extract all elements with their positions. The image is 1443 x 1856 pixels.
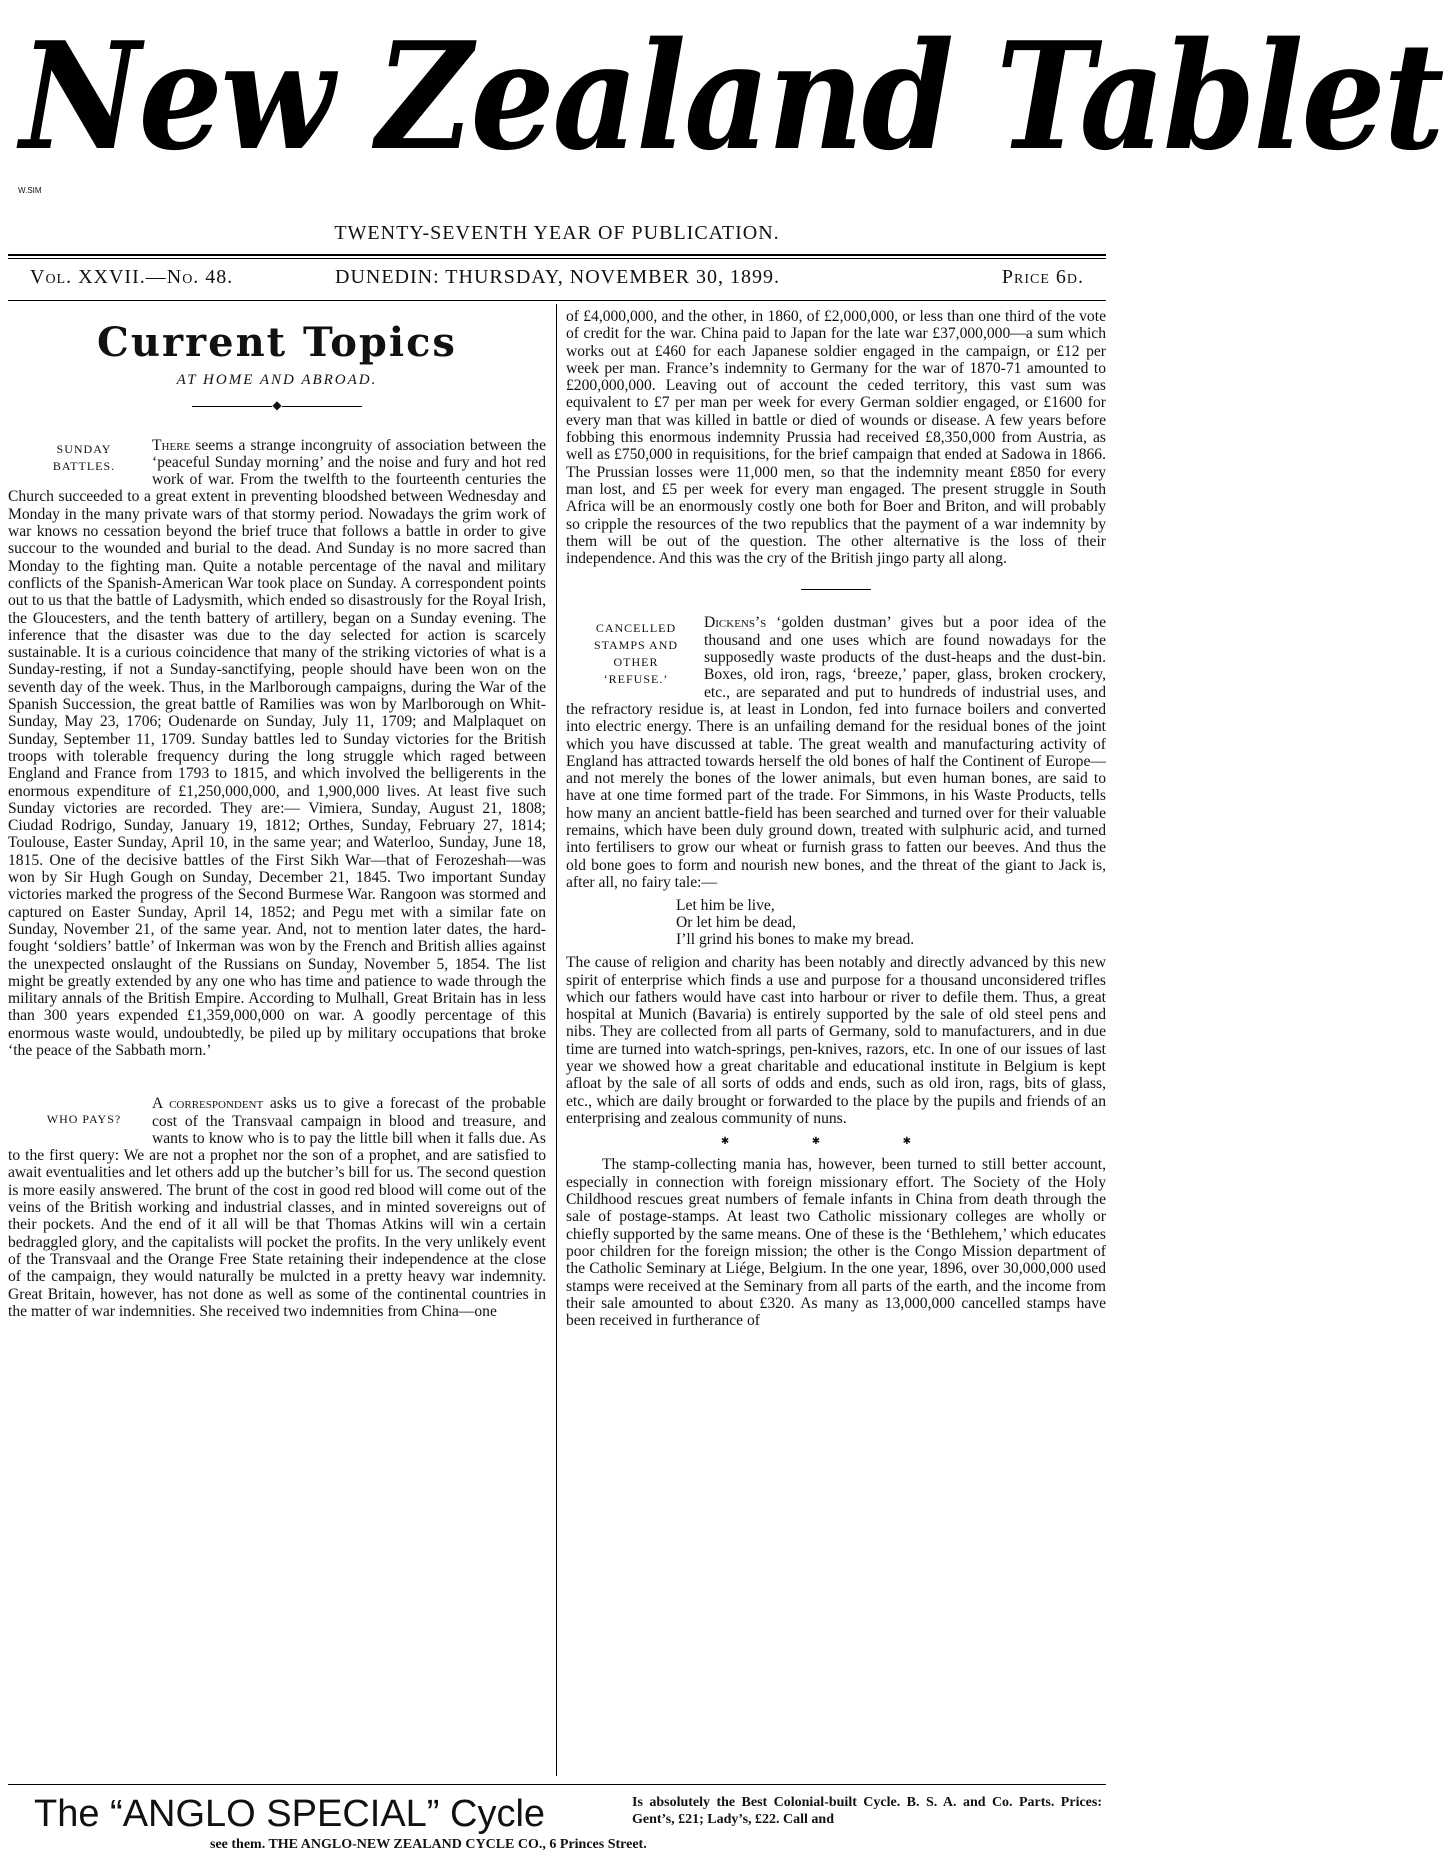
ad-text: see them. THE ANGLO-NEW ZEALAND CYCLE CO., 6 Princes Street.: [210, 1837, 647, 1852]
article-paragraph: The stamp-collecting mania has, however, been turned to still better account, especially in connection with foreign missionary effort. The Society of the Holy Childhood rescues great numbers of female infants in China from death through the sale of postage-stamps. At least two Catholic missionary colleges are wholly or chiefly supported by the same means. One of these is the ‘Bethlehem,’ which educates poor children for the foreign mission; the other is the Congo Mission department of the Catholic Seminary at Liége, Belgium. In the one year, 1896, over 30,000,000 used stamps were received at the Seminary from all parts of the earth, and the income from their sale amounted to about £320. As many as 13,000,000 cancelled stamps have been received in furtherance of: [566, 1156, 1106, 1330]
engraver-mark: W.SIM: [18, 186, 42, 195]
issue-line: [30, 266, 1084, 296]
rule: [8, 254, 1106, 256]
article-who-pays: [8, 1095, 546, 1320]
ad-text: Is absolutely the Best Colonial-built Cycle. B. S. A. and Co. Parts. Prices: Gent’s, £21; Lady’s, £22. Call and: [632, 1795, 1102, 1827]
ornament-diamond: ◆: [272, 398, 282, 413]
verse: [676, 897, 1106, 948]
lead-word: Dickens’s: [704, 614, 767, 632]
article-cancelled-stamps: [566, 614, 1106, 1329]
section-title: Current Topics: [97, 319, 457, 366]
article-sunday-battles: [8, 437, 546, 1060]
masthead: [0, 0, 1443, 205]
right-column: [566, 308, 1106, 1770]
article-continuation: of £4,000,000, and the other, in 1860, of £2,000,000, or less than one third of the vote of credit for the war. China paid to Japan for the late war £37,000,000—a sum which works out at £460 for each Japanese soldier engaged in the campaign, or £12 per week per man. France’s indemnity to Germany for the war of 1870-71 amounted to £200,000,000. Leaving out of account the ceded territory, this vast sum was equivalent to £7 per man per week for every German soldier engaged, or £1600 for every man that was killed in battle or died of wounds or disease. A few years before fobbing this enormous indemnity Prussia had received £8,350,000 from Austria, as well as £750,000 in requisitions, for the brief campaign that ended at Sadowa in 1866. The Prussian losses were 11,000 men, so that the indemnity meant £850 for every man lost, and £5 per week for every man engaged. The present struggle in South Africa will be an enormously costly one both for Boer and Briton, and will probably so cripple the resources of the two republics that the payment of a war indemnity by them will be out of the question. The other alternative is the loss of their independence. And this was the cry of the British jingo party all along.: [566, 308, 1106, 568]
lead-word: A correspondent: [152, 1095, 264, 1113]
masthead-subtitle: TWENTY-SEVENTH YEAR OF PUBLICATION.: [334, 222, 780, 244]
ad-brand: The “ANGLO SPECIAL” Cycle: [34, 1793, 546, 1835]
verse-line: I’ll grind his bones to make my bread.: [676, 931, 915, 949]
advertisement: [20, 1788, 1102, 1854]
article-text: seems a strange incongruity of association between the ‘peaceful Sunday morning’ and the noise and fury and hot red work of war. From the twelfth to the fourteenth centuries the Church succeeded to a great extent in preventing bloodshed between Wednesday and Monday in the many private wars of that stormy period. Nowadays the grim work of war knows no cessation beyond the brief truce that follows a battle in order to give succour to the wounded and burial to the dead. And Sunday is no more sacred than Monday to the fighting man. Quite a notable percentage of the naval and military conflicts of the Spanish-American War took place on Sunday. A correspondent points out to us that the battle of Ladysmith, which ended so disastrously for the Royal Irish, the Gloucesters, and the tenth battery of artillery, began on a Sunday evening. The inference that the disaster was due to the day selected for action is scarcely sustainable. It is a curious coincidence that many of the striking victories of what is a Sunday-resting, if not a Sunday-sanctifying, people should have been won on the seventh day of the week. Thus, in the Marlborough campaigns, during the War of the Spanish Succession, the great battle of Ramilies was won by Marlborough on Whit-Sunday, May 23, 1706; Oudenarde on Sunday, July 11, 1709; and Malplaquet on Sunday, September 11, 1709. Sunday battles led to Sunday victories for the British troops with tolerable frequency during the long struggle which raged between England and France from 1793 to 1815, and which involved the belligerents in the enormous expenditure of £1,250,000,000, and 1,900,000 lives. At least five such Sunday victories are recorded. They are:— Vimiera, Sunday, August 21, 1808; Ciudad Rodrigo, Sunday, January 19, 1812; Orthes, Sunday, February 27, 1814; Toulouse, Easter Sunday, April 10, in the same year; and Waterloo, Sunday, June 18, 1815. One of the decisive battles of the First Sikh War—that of Ferozeshah—was won by Sir Hugh Gough on Sunday, December 21, 1845. Two important Sunday victories marked the progress of the Second Burmese War. Rangoon was stormed and captured on Easter Sunday, April 14, 1852; and Pegu met with a similar fate on Sunday, November 21, of the same year. And, not to mention later dates, the hard-fought ‘soldiers’ battle’ of Inkerman was won by the French and British allies against the unexpected onslaught of the Russians on Sunday, November 5, 1854. The list might be greatly extended by any one who has time and patience to wade through the military annals of the British Empire. According to Mulhall, Great Britain has in less than 300 years expended £1,359,000,000 on war. A goodly percentage of this enormous waste would, undoubtedly, be piled up by military occupations that broke ‘the peace of the Sabbath morn.’: [8, 436, 546, 1059]
article-text: asks us to give a forecast of the probable cost of the Transvaal campaign in blood and treasure, and wants to know who is to pay the little bill when it falls due. As to the first query: We are not a prophet nor the son of a prophet, and are satisfied to await eventualities and let others add up the butcher’s bill for us. The second question is more easily answered. The brunt of the cost in good red blood will come out of the veins of the British working and industrial classes, and in minted sovereigns out of their pockets. And the end of it all will be that Thomas Atkins will win a certain bedraggled glory, and the capitalists will pocket the profits. In the very unlikely event of the Transvaal and the Orange Free State retaining their independence at the close of the campaign, they would naturally be mulcted in a pretty heavy war indemnity. Great Britain, however, has not done as well as some of the continental countries in the matter of war indemnities. She received two indemnities from China—one: [8, 1095, 546, 1320]
article-paragraph: The cause of religion and charity has been notably and directly advanced by this new spirit of enterprise which finds a use and purpose for a thousand unconsidered trifles which our fathers would have cast into harbour or river to defile them. Thus, a great hospital at Munich (Bavaria) is entirely supported by the sale of old steel pens and nibs. They are collected from all parts of Germany, sold to manufacturers, and in due time are turned into watch-springs, pen-knives, razors, etc. In one of our issues of last year we showed how a great charitable and educational institute in Belgium is kept afloat by the sale of all sorts of odds and ends, such as old iron, rags, bits of glass, etc., which are daily brought or forwarded to the place by the pupils and friends of an enterprising and zealous community of nuns.: [566, 954, 1106, 1127]
article-body: [8, 437, 546, 1060]
sidehead: WHO PAYS?: [46, 1112, 122, 1127]
section-break-stars: ✱ ✱ ✱: [720, 1136, 952, 1148]
rule: [8, 1784, 1106, 1785]
rule: [8, 258, 1106, 259]
divider: [801, 589, 871, 590]
verse-line: Let him be live,: [676, 897, 775, 915]
verse-line: Or let him be dead,: [676, 914, 796, 932]
price: Price 6d.: [1001, 266, 1084, 288]
sidehead: CANCELLED STAMPS AND OTHER ‘REFUSE.’: [593, 621, 679, 687]
dateline: DUNEDIN: THURSDAY, NOVEMBER 30, 1899.: [335, 266, 780, 288]
section-subtitle: AT HOME AND ABROAD.: [176, 372, 378, 388]
ornament: [8, 397, 546, 414]
column-divider: [556, 304, 557, 1776]
rule: [8, 300, 1106, 301]
article-body: [8, 1095, 546, 1320]
sidehead: SUNDAY BATTLES.: [52, 441, 116, 473]
article-text: ‘golden dustman’ gives but a poor idea of the thousand and one uses which are found nowadays for the supposedly waste products of the dust-heaps and the dust-bin. Boxes, old iron, rags, ‘breeze,’ paper, glass, broken crockery, etc., are separated and put to hundreds of industrial uses, and the refractory residue is, at least in London, fed into furnace boilers and converted into electric energy. There is an unfailing demand for the residual bones of the joint which you have discussed at table. The great wealth and manufacturing activity of England has attracted towards herself the old bones of half the Continent of Europe—and not merely the bones of the lower animals, but even human bones, are said to have at one time formed part of the trade. For Simmons, in his Waste Products, tells how many an ancient battle-field has been searched and turned over for their valuable remains, which have been duly ground down, treated with sulphuric acid, and turned into fertilisers to grow our wheat or furnish grass to fatten our beeves. And thus the old bone goes to form and nourish new bones, and the threat of the giant to Jack is, after all, no fairy tale:—: [566, 614, 1106, 891]
masthead-title: New Zealand Tablet: [20, 10, 1443, 184]
volume-number: Vol. XXVII.—No. 48.: [30, 266, 234, 288]
left-column: [8, 308, 546, 1768]
lead-word: There: [152, 436, 191, 454]
